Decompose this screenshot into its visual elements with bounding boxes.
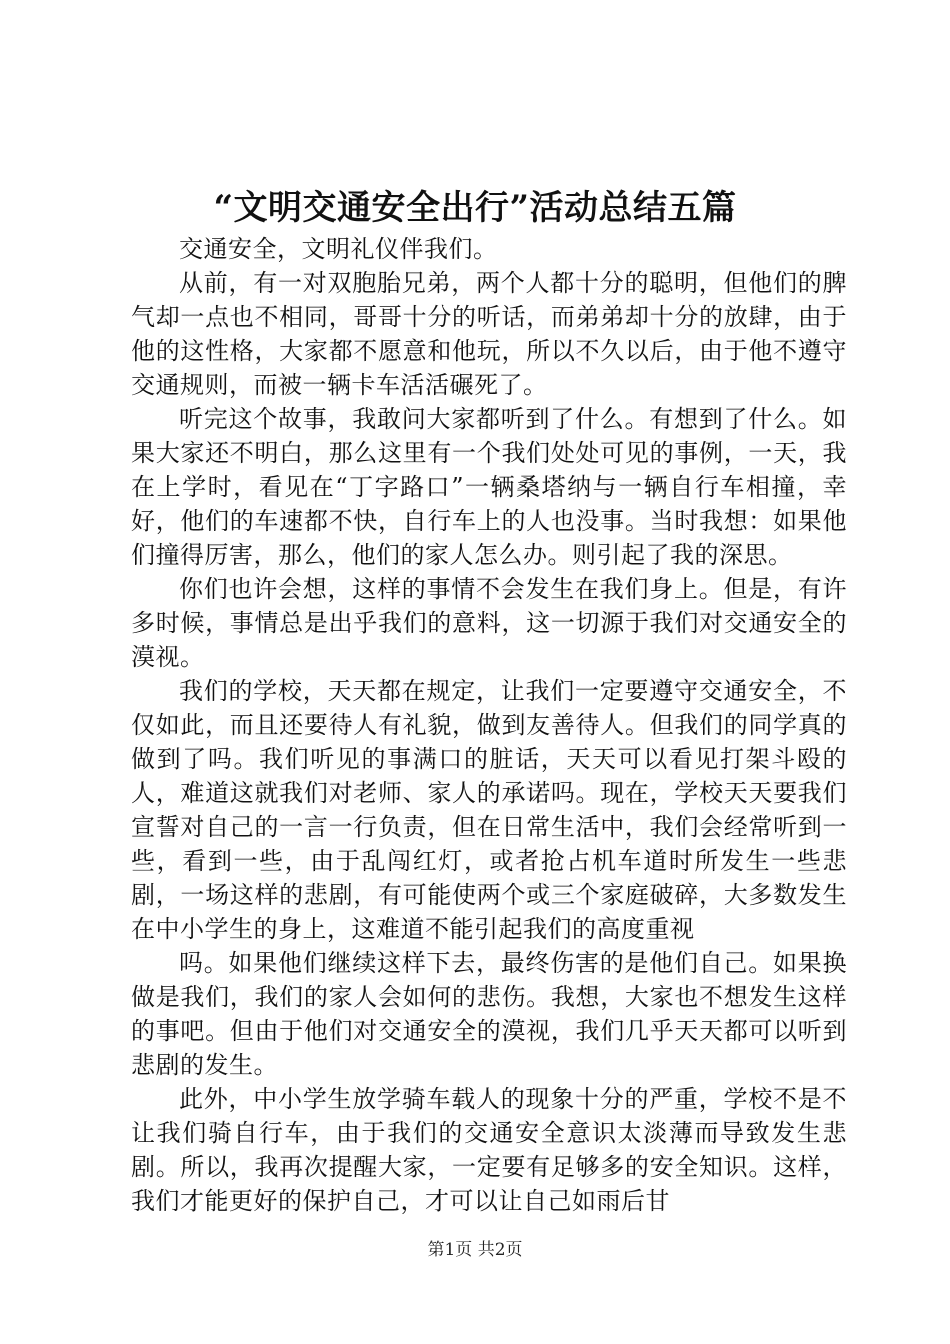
- paragraph-1: 交通安全，文明礼仪伴我们。: [179, 235, 498, 263]
- paragraph-6: 吗。如果他们继续这样下去，最终伤害的是他们自己。如果换做是我们，我们的家人会如何的悲伤。我想，大家也不想发生这样的事吧。但由于他们对交通安全的漠视，我们几乎天天都可以听到悲剧的发生。: [131, 949, 847, 1079]
- paragraph-2: 从前，有一对双胞胎兄弟，两个人都十分的聪明，但他们的脾气却一点也不相同，哥哥十分的听话，而弟弟却十分的放肆，由于他的这性格，大家都不愿意和他玩，所以不久以后，由于他不遵守交通规则，而被一辆卡车活活碾死了。: [131, 269, 847, 399]
- paragraph-3: 听完这个故事，我敢问大家都听到了什么。有想到了什么。如果大家还不明白，那么这里有一个我们处处可见的事例，一天，我在上学时，看见在“丁字路口”一辆桑塔纳与一辆自行车相撞，幸好，他们的车速都不快，自行车上的人也没事。当时我想：如果他们撞得厉害，那么，他们的家人怎么办。则引起了我的深思。: [131, 405, 847, 569]
- paragraph-7: 此外，中小学生放学骑车载人的现象十分的严重，学校不是不让我们骑自行车，由于我们的交通安全意识太淡薄而导致发生悲剧。所以，我再次提醒大家，一定要有足够多的安全知识。这样，我们才能更好的保护自己，才可以让自己如雨后甘: [131, 1085, 847, 1215]
- paragraph-5: 我们的学校，天天都在规定，让我们一定要遵守交通安全，不仅如此，而且还要待人有礼貌，做到友善待人。但我们的同学真的做到了吗。我们听见的事满口的脏话，天天可以看见打架斗殴的人，难道这就我们对老师、家人的承诺吗。现在，学校天天要我们宣誓对自己的一言一行负责，但在日常生活中，我们会经常听到一些，看到一些，由于乱闯红灯，或者抢占机车道时所发生一些悲剧，一场这样的悲剧，有可能使两个或三个家庭破碎，大多数发生在中小学生的身上，这难道不能引起我们的高度重视: [131, 677, 847, 943]
- paragraph-4: 你们也许会想，这样的事情不会发生在我们身上。但是，有许多时候，事情总是出乎我们的意料，这一切源于我们对交通安全的漠视。: [131, 575, 847, 671]
- document-body: [131, 232, 847, 1218]
- document-title: “文明交通安全出行”活动总结五篇: [213, 188, 737, 228]
- page-number-footer: 第1页 共2页: [427, 1240, 523, 1260]
